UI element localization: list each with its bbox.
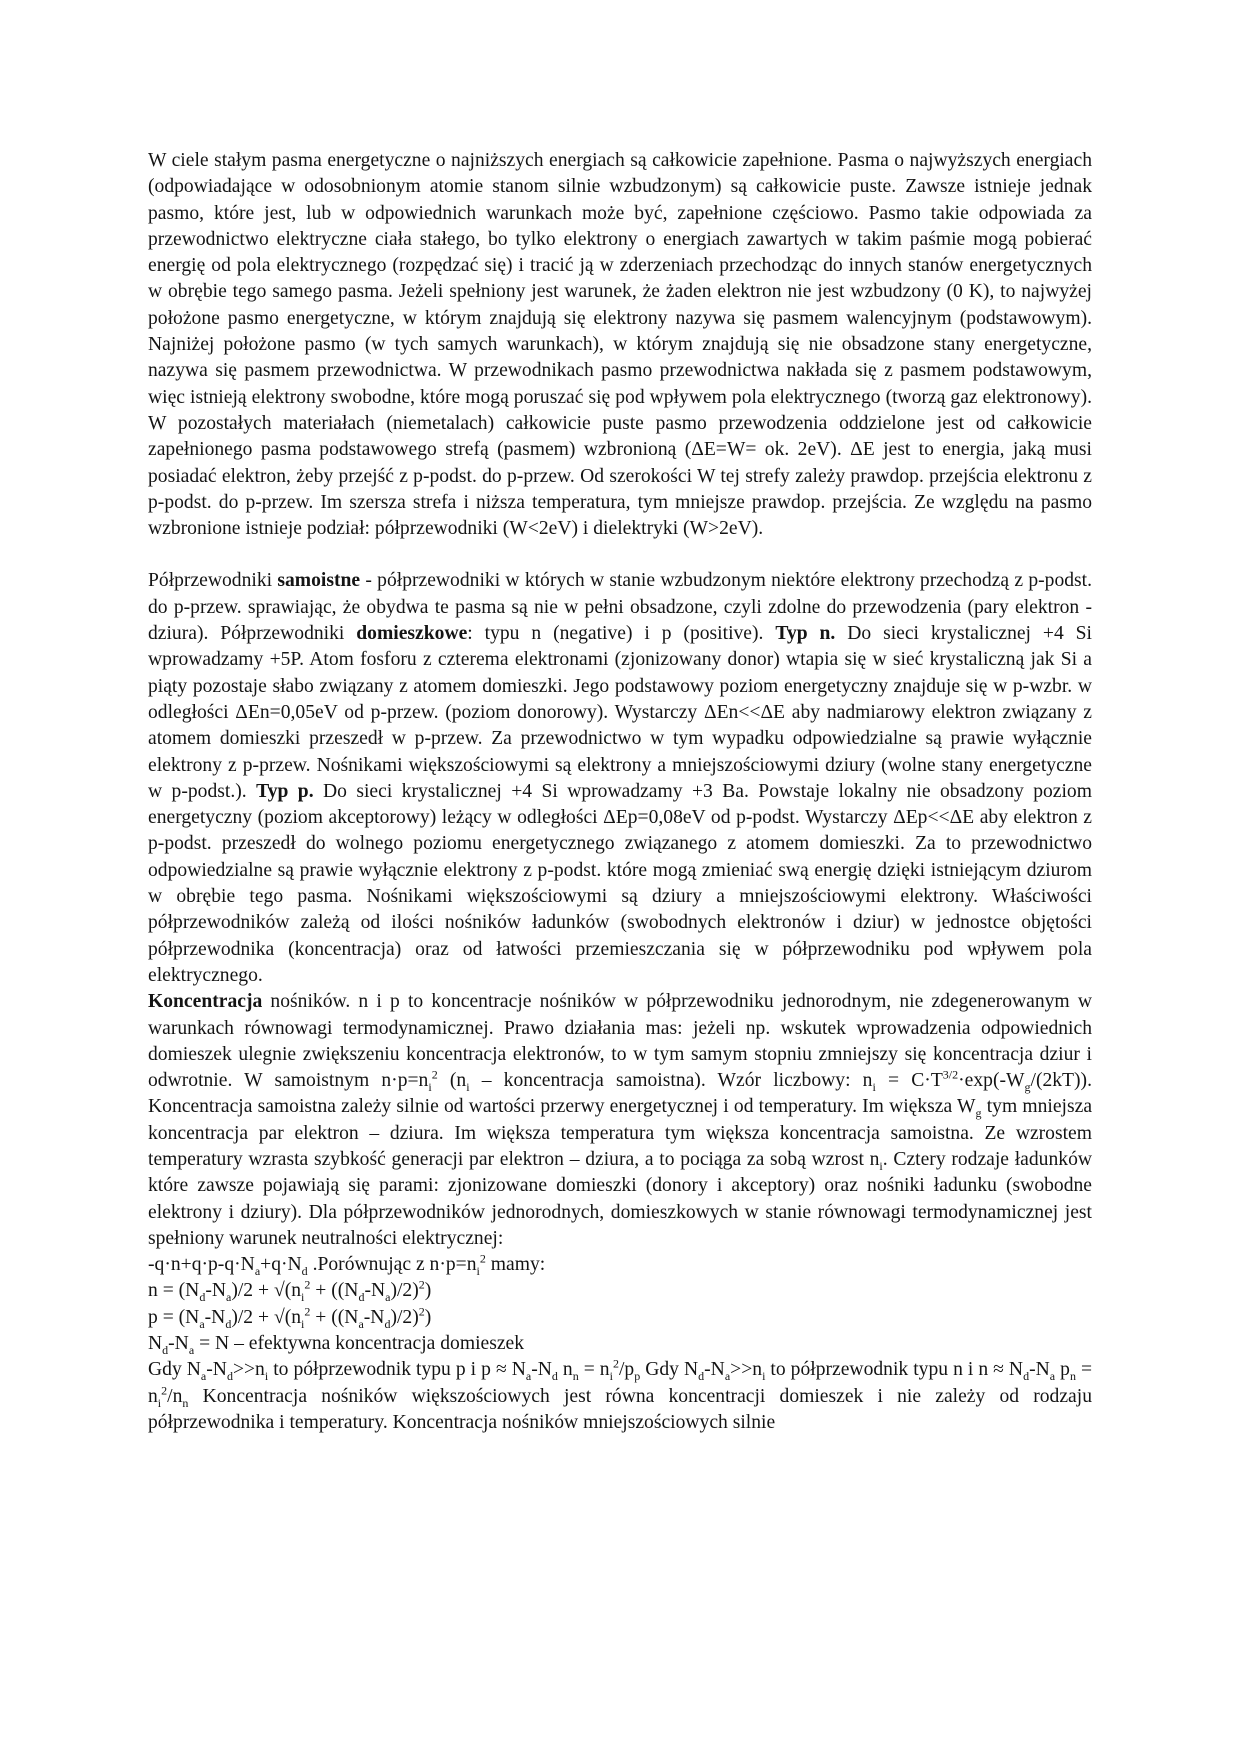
- paragraph-band-theory: W ciele stałym pasma energetyczne o najniższych energiach są całkowicie zapełnione. Pasma o najwyższych energiach (odpowiadające w odosobnionym atomie stanom silnie wzbudzonym) są całkowicie puste. Zawsze istnieje jednak pasmo, które jest, lub w odpowiednich warunkach może być, zapełnione częściowo. Pasmo takie odpowiada za przewodnictwo elektryczne ciała stałego, bo tylko elektrony o energiach zawartych w takim paśmie mogą pobierać energię od pola elektrycznego (rozpędzać się) i tracić ją w zderzeniach przechodząc do innych stanów energetycznych w obrębie tego samego pasma. Jeżeli spełniony jest warunek, że żaden elektron nie jest wzbudzony (0 K), to najwyżej położone pasmo energetyczne, w którym znajdują się elektrony nazywa się pasmem walencyjnym (podstawowym). Najniżej położone pasmo (w tych samych warunkach), w którym znajdują się nie obsadzone stany energetyczne, nazywa się pasmem przewodnictwa. W przewodnikach pasmo przewodnictwa nakłada się z pasmem podstawowym, więc istnieją elektrony swobodne, które mogą poruszać się pod wpływem pola elektrycznego (tworzą gaz elektronowy). W pozostałych materiałach (niemetalach) całkowicie puste pasmo przewodzenia oddzielone jest od całkowicie zapełnionego pasma podstawowego strefą (pasmem) wzbronioną (ΔE=W= ok. 2eV). ΔE jest to energia, jaką musi posiadać elektron, żeby przejść z p-podst. do p-przew. Od szerokości W tej strefy zależy prawdop. przejścia elektronu z p-podst. do p-przew. Im szersza strefa i niższa temperatura, tym mniejsze prawdop. przejścia. Ze względu na pasmo wzbronione istnieje podział: półprzewodniki (W<2eV) i dielektryki (W>2eV).: [148, 150, 1092, 540]
- paragraph-concentration: Koncentracja nośników. n i p to koncentracje nośników w półprzewodniku jednorodnym, nie zdegenerowanym w warunkach równowagi termodynamicznej. Prawo działania mas: jeżeli np. wskutek wprowadzenia odpowiednich domieszek ulegnie zwiększeniu koncentracja elektronów, to w tym samym stopniu zmniejszy się koncentracja dziur i odwrotnie. W samoistnym $n\cdot p=n_i^2$ ($n_i$ – koncentracja samoistna). Wzór liczbowy: $n_i = C\cdot T^{3/2}\cdot\exp(-W_g/(2kT))$. Koncentracja samoistna zależy silnie od wartości przerwy energetycznej i od temperatury. Im większa $W_g$ tym mniejsza koncentracja par elektron – dziura. Im większa temperatura tym większa koncentracja samoistna. Ze wzrostem temperatury wzrasta szybkość generacji par elektron – dziura, a to pociąga za sobą wzrost $n_i$. Cztery rodzaje ładunków które zawsze pojawiają się parami: zjonizowane domieszki (donory i akceptory) oraz nośniki ładunku (swobodne elektrony i dziury). Dla półprzewodników jednorodnych, domieszkowych w stanie równowagi termodynamicznej jest spełniony warunek neutralności elektrycznej:: [148, 991, 1093, 1249]
- term-doped: domieszkowe: [356, 623, 468, 645]
- equations-block: [148, 1252, 1092, 1357]
- equation-n: $n = (N_d-N_a)/2 + √(n_i^2 + ((N_d-N_a)/2)^2)$: [148, 1277, 432, 1305]
- term-concentration: Koncentracja: [148, 991, 263, 1013]
- term-intrinsic: samoistne: [277, 570, 361, 592]
- term-type-p: Typ p.: [256, 780, 314, 802]
- paragraph-gap: [148, 542, 1092, 568]
- paragraph-semiconductors: Półprzewodniki samoistne - półprzewodniki w których w stanie wzbudzonym niektóre elektrony przechodzą z p-podst. do p-przew. sprawiając, że obydwa te pasma są nie w pełni obsadzone, czyli zdolne do przewodzenia (pary elektron - dziura). Półprzewodniki domieszkowe: typu n (negative) i p (positive). Typ n. Do sieci krystalicznej +4 Si wprowadzamy +5P. Atom fosforu z czterema elektronami (zjonizowany donor) wtapia się w sieć krystaliczną jak Si a piąty pozostaje słabo związany z atomem domieszki. Jego podstawowy poziom energetyczny znajduje się w p-wzbr. w odległości ΔEn=0,05eV od p-przew. (poziom donorowy). Wystarczy ΔEn<<ΔE aby nadmiarowy elektron związany z atomem domieszki przeszedł w p-przew. Za przewodnictwo w tym wypadku odpowiedzialne są prawie wyłącznie elektrony z p-przew. Nośnikami większościowymi są elektrony a mniejszościowymi dziury (wolne stany energetyczne w p-podst.). Typ p. Do sieci krystalicznej +4 Si wprowadzamy +3 Ba. Powstaje lokalny nie obsadzony poziom energetyczny (poziom akceptorowy) leżący w odległości ΔEp=0,08eV od p-podst. Wystarczy ΔEp<<ΔE aby elektron z p-podst. przeszedł do wolnego poziomu energetycznego związanego z atomem domieszki. Za to przewodnictwo odpowiedzialne są prawie wyłącznie elektrony z p-podst. które mogą zmieniać swą energię dzięki istniejącym dziurom w obrębie tego pasma. Nośnikami większościowymi są dziury a mniejszościowymi elektrony. Właściwości półprzewodników zależą od ilości nośników ładunków (swobodnych elektronów i dziur) w jednostce objętości półprzewodnika (koncentracja) oraz od łatwości przemieszczania się w półprzewodniku pod wpływem pola elektrycznego.: [148, 570, 1093, 986]
- equation-p: $p = (N_a-N_d)/2 + √(n_i^2 + ((N_a-N_d)/2)^2)$: [148, 1304, 432, 1331]
- term-type-n: Typ n.: [775, 623, 836, 645]
- equation-effective-concentration: $N_d-N_a = N$ – efektywna koncentracja domieszek: [148, 1333, 525, 1357]
- paragraph-majority-carriers: Gdy $N_a-N_d>>n_i$ to półprzewodnik typu p i $p \approx N_a-N_d$ $n_n = n_i^2/p_p$ Gdy $N_d-N_a>>n_i$ to półprzewodnik typu n i $n \approx N_d-N_a$ $p_n = n_i^2/n_n$ Koncentracja nośników większościowych jest równa koncentracji domieszek i nie zależy od rodzaju półprzewodnika i temperatury. Koncentracja nośników mniejszościowych silnie: [148, 1356, 1093, 1433]
- equation-neutrality: $-q\cdot n+q\cdot p-q\cdot N_a+q\cdot N_d$ .Porównując z $n\cdot p=n_i^2$ mamy:: [148, 1251, 546, 1279]
